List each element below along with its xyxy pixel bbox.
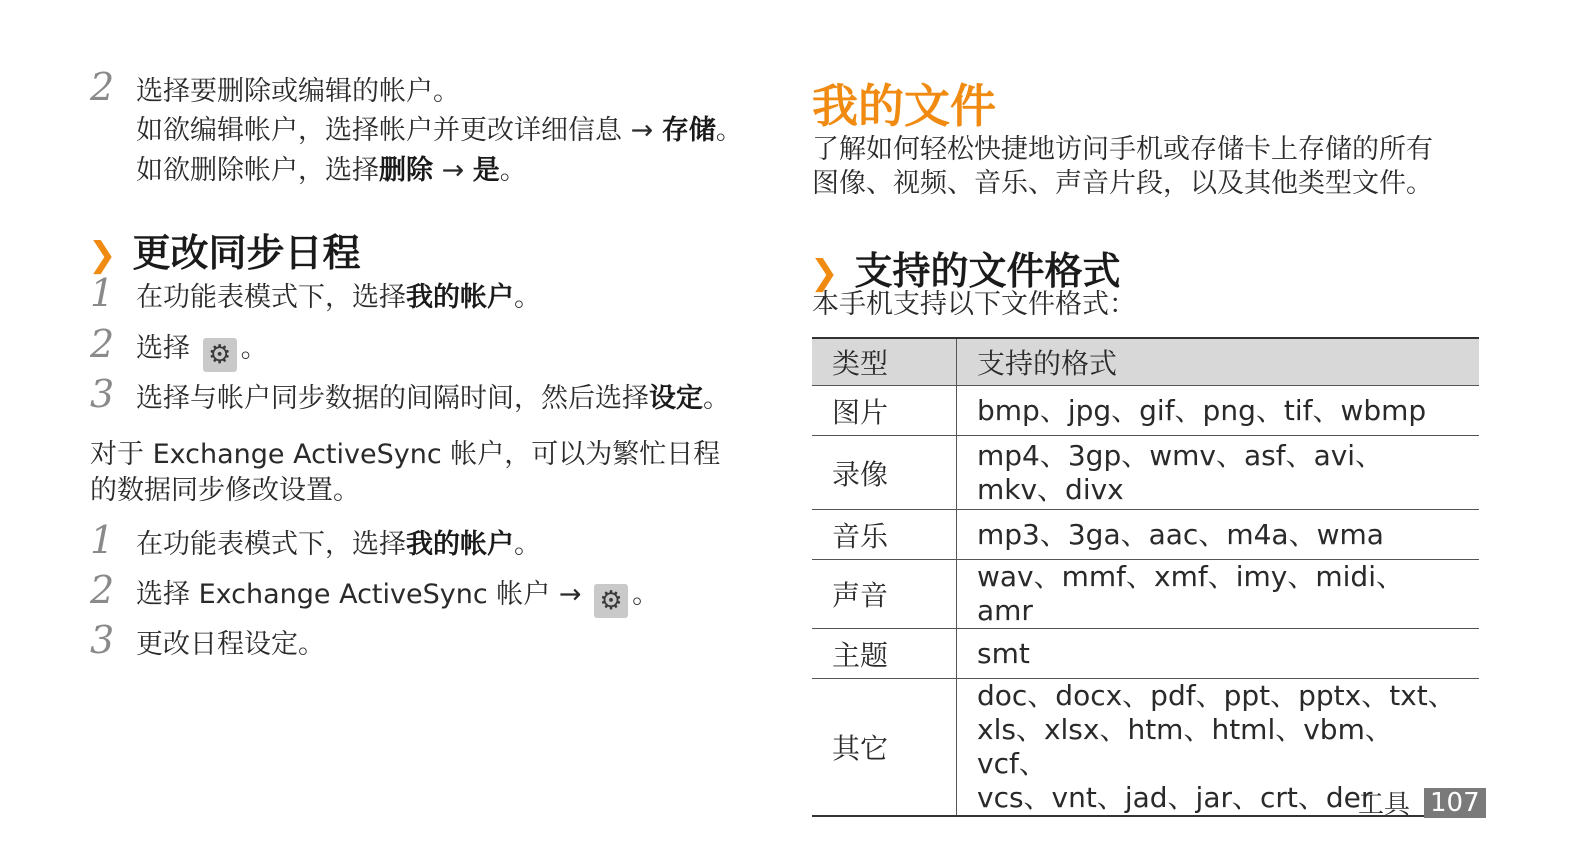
text: 在功能表模式下，选择 xyxy=(136,282,406,313)
format-line: mp4、3gp、wmv、asf、avi、 xyxy=(977,438,1384,472)
text: 选择 xyxy=(136,333,199,364)
step-1b xyxy=(90,518,541,565)
step-1 xyxy=(90,271,541,318)
arrow: → xyxy=(433,155,473,186)
row-type: 主题 xyxy=(812,629,957,679)
step-text xyxy=(136,329,268,372)
set-label: 设定 xyxy=(649,383,703,414)
edit-text: 如欲编辑帐户，选择帐户并更改详细信息 → xyxy=(136,115,662,146)
header-type: 类型 xyxy=(812,339,957,386)
settings-gear-icon: ⚙ xyxy=(203,338,237,372)
para-line: 图像、视频、音乐、声音片段，以及其他类型文件。 xyxy=(812,168,1433,199)
row-type: 图片 xyxy=(812,386,957,436)
period: 。 xyxy=(715,115,743,146)
table-row xyxy=(812,386,1479,436)
period: 。 xyxy=(632,579,660,610)
row-formats xyxy=(957,386,1480,436)
step-number: 3 xyxy=(90,372,115,416)
format-line: wav、mmf、xmf、imy、midi、amr xyxy=(977,560,1404,627)
save-label: 存储 xyxy=(661,115,716,146)
row-type: 声音 xyxy=(812,560,957,629)
format-line: xls、xlsx、htm、html、vbm、vcf、 xyxy=(977,713,1393,780)
formats-table-wrap xyxy=(812,337,1479,817)
header-formats: 支持的格式 xyxy=(957,339,1480,386)
edit-account-line xyxy=(136,111,743,151)
period: 。 xyxy=(514,282,541,313)
intro-paragraph xyxy=(812,133,1433,201)
period: 。 xyxy=(499,155,527,186)
format-line: smt xyxy=(977,636,1030,670)
period: 。 xyxy=(514,529,541,560)
period: 。 xyxy=(240,333,268,364)
step-text xyxy=(136,575,659,618)
page-footer xyxy=(1358,784,1486,821)
chevron-right-icon: ❯ xyxy=(810,253,839,293)
text: 在功能表模式下，选择 xyxy=(136,529,406,560)
step-text xyxy=(136,379,730,419)
step-3 xyxy=(90,372,730,419)
my-accounts-label: 我的帐户 xyxy=(406,282,514,313)
delete-text: 如欲删除帐户，选择 xyxy=(136,155,379,186)
format-line: doc、docx、pdf、ppt、pptx、txt、 xyxy=(977,679,1456,712)
format-line: vcs、vnt、jad、jar、crt、der xyxy=(977,781,1373,814)
step-number: 1 xyxy=(90,271,115,315)
section-title: 更改同步日程 xyxy=(132,231,361,275)
step-3b xyxy=(90,618,325,665)
step-2 xyxy=(90,322,268,372)
page-number-badge: 107 xyxy=(1424,788,1486,818)
para-line: 对于 Exchange ActiveSync 帐户，可以为繁忙日程 xyxy=(90,439,721,470)
delete-label: 删除 xyxy=(379,155,433,186)
step-2-select-account xyxy=(90,65,460,112)
table-row xyxy=(812,560,1479,629)
section-title: 支持的文件格式 xyxy=(854,249,1121,293)
exchange-note-paragraph xyxy=(90,437,720,509)
step-number: 2 xyxy=(90,322,115,366)
row-type: 其它 xyxy=(812,679,957,816)
row-type: 录像 xyxy=(812,436,957,510)
row-type: 音乐 xyxy=(812,510,957,560)
step-number: 3 xyxy=(90,618,115,662)
row-formats xyxy=(957,436,1480,510)
table-row xyxy=(812,629,1479,679)
step-number: 2 xyxy=(90,65,115,109)
format-line: mkv、divx xyxy=(977,472,1124,506)
row-formats xyxy=(957,510,1480,560)
step-text xyxy=(136,525,541,565)
yes-label: 是 xyxy=(472,155,500,186)
format-line: bmp、jpg、gif、png、tif、wbmp xyxy=(977,393,1427,427)
section-intro: 本手机支持以下文件格式： xyxy=(812,289,1136,320)
row-formats xyxy=(957,629,1480,679)
step-text: 更改日程设定。 xyxy=(136,629,325,660)
chevron-right-icon: ❯ xyxy=(88,235,117,275)
step-number: 2 xyxy=(90,568,115,612)
period: 。 xyxy=(703,383,730,414)
format-line: mp3、3ga、aac、m4a、wma xyxy=(977,517,1384,551)
para-line: 的数据同步修改设置。 xyxy=(90,475,360,506)
step-text: 选择要删除或编辑的帐户。 xyxy=(136,76,460,107)
settings-gear-icon: ⚙ xyxy=(594,584,628,618)
table-header-row xyxy=(812,339,1479,386)
footer-section-label: 工具 xyxy=(1358,790,1411,820)
step-number: 1 xyxy=(90,518,115,562)
text: 选择 Exchange ActiveSync 帐户 → xyxy=(136,579,591,610)
table-row xyxy=(812,510,1479,560)
row-formats xyxy=(957,560,1480,629)
my-accounts-label: 我的帐户 xyxy=(406,529,514,560)
section-heading-sync-schedule xyxy=(88,222,361,277)
text: 选择与帐户同步数据的间隔时间，然后选择 xyxy=(136,383,649,414)
delete-account-line xyxy=(136,151,527,191)
step-2b xyxy=(90,568,660,618)
formats-table xyxy=(812,339,1479,815)
table-row xyxy=(812,436,1479,510)
step-text xyxy=(136,278,541,318)
page-title: 我的文件 xyxy=(812,79,996,133)
para-line: 了解如何轻松快捷地访问手机或存储卡上存储的所有 xyxy=(812,134,1433,165)
